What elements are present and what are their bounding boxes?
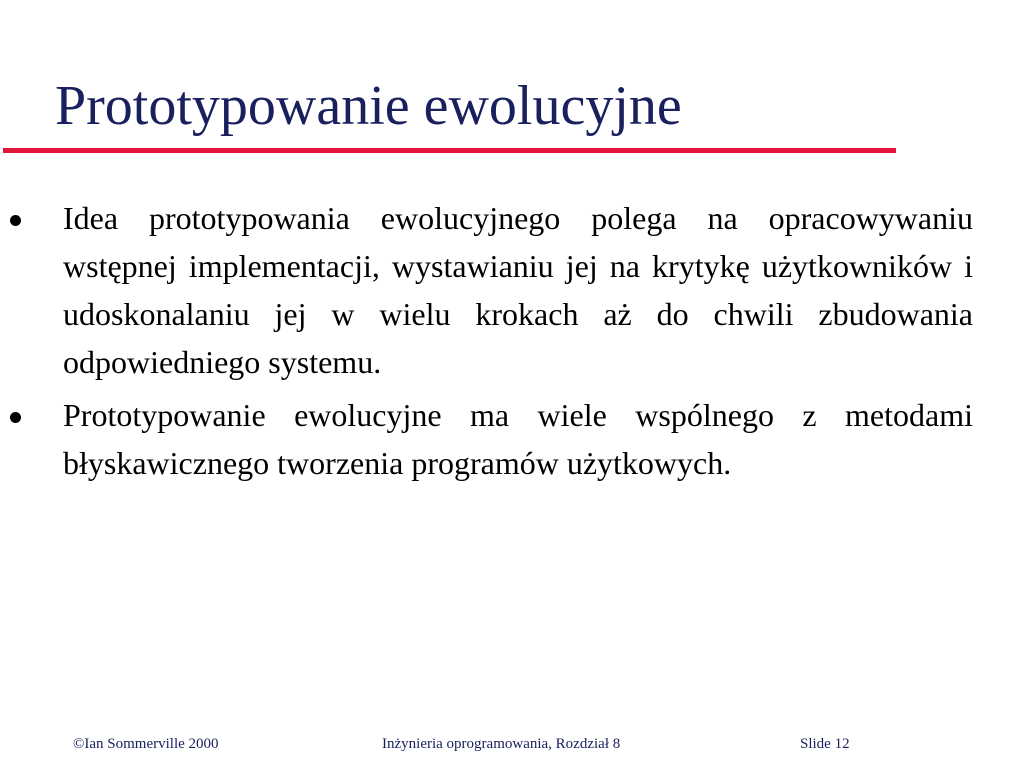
bullet-item-2 bbox=[0, 391, 1024, 487]
title-underline bbox=[3, 148, 896, 153]
bullet-item-1 bbox=[0, 194, 1024, 386]
bullet-dot-icon bbox=[10, 412, 21, 423]
footer-course: Inżynieria oprogramowania, Rozdział 8 bbox=[382, 736, 621, 752]
bullet-text: Idea prototypowania ewolucyjnego polega na opracowywaniu wstępnej implementacji, wystawianiu jej na krytykę użytkowników i udoskonalaniu jej w wielu krokach aż do chwili zbudowania odpowiedniego systemu. bbox=[63, 200, 973, 380]
bullet-text: Prototypowanie ewolucyjne ma wiele wspólnego z metodami błyskawicznego tworzenia programów użytkowych. bbox=[63, 397, 973, 481]
bullet-dot-icon bbox=[10, 215, 21, 226]
footer-slide-number: Slide 12 bbox=[800, 736, 850, 752]
footer-copyright: ©Ian Sommerville 2000 bbox=[73, 736, 219, 752]
bullet-list bbox=[0, 194, 1024, 492]
slide-title: Prototypowanie ewolucyjne bbox=[55, 75, 682, 137]
